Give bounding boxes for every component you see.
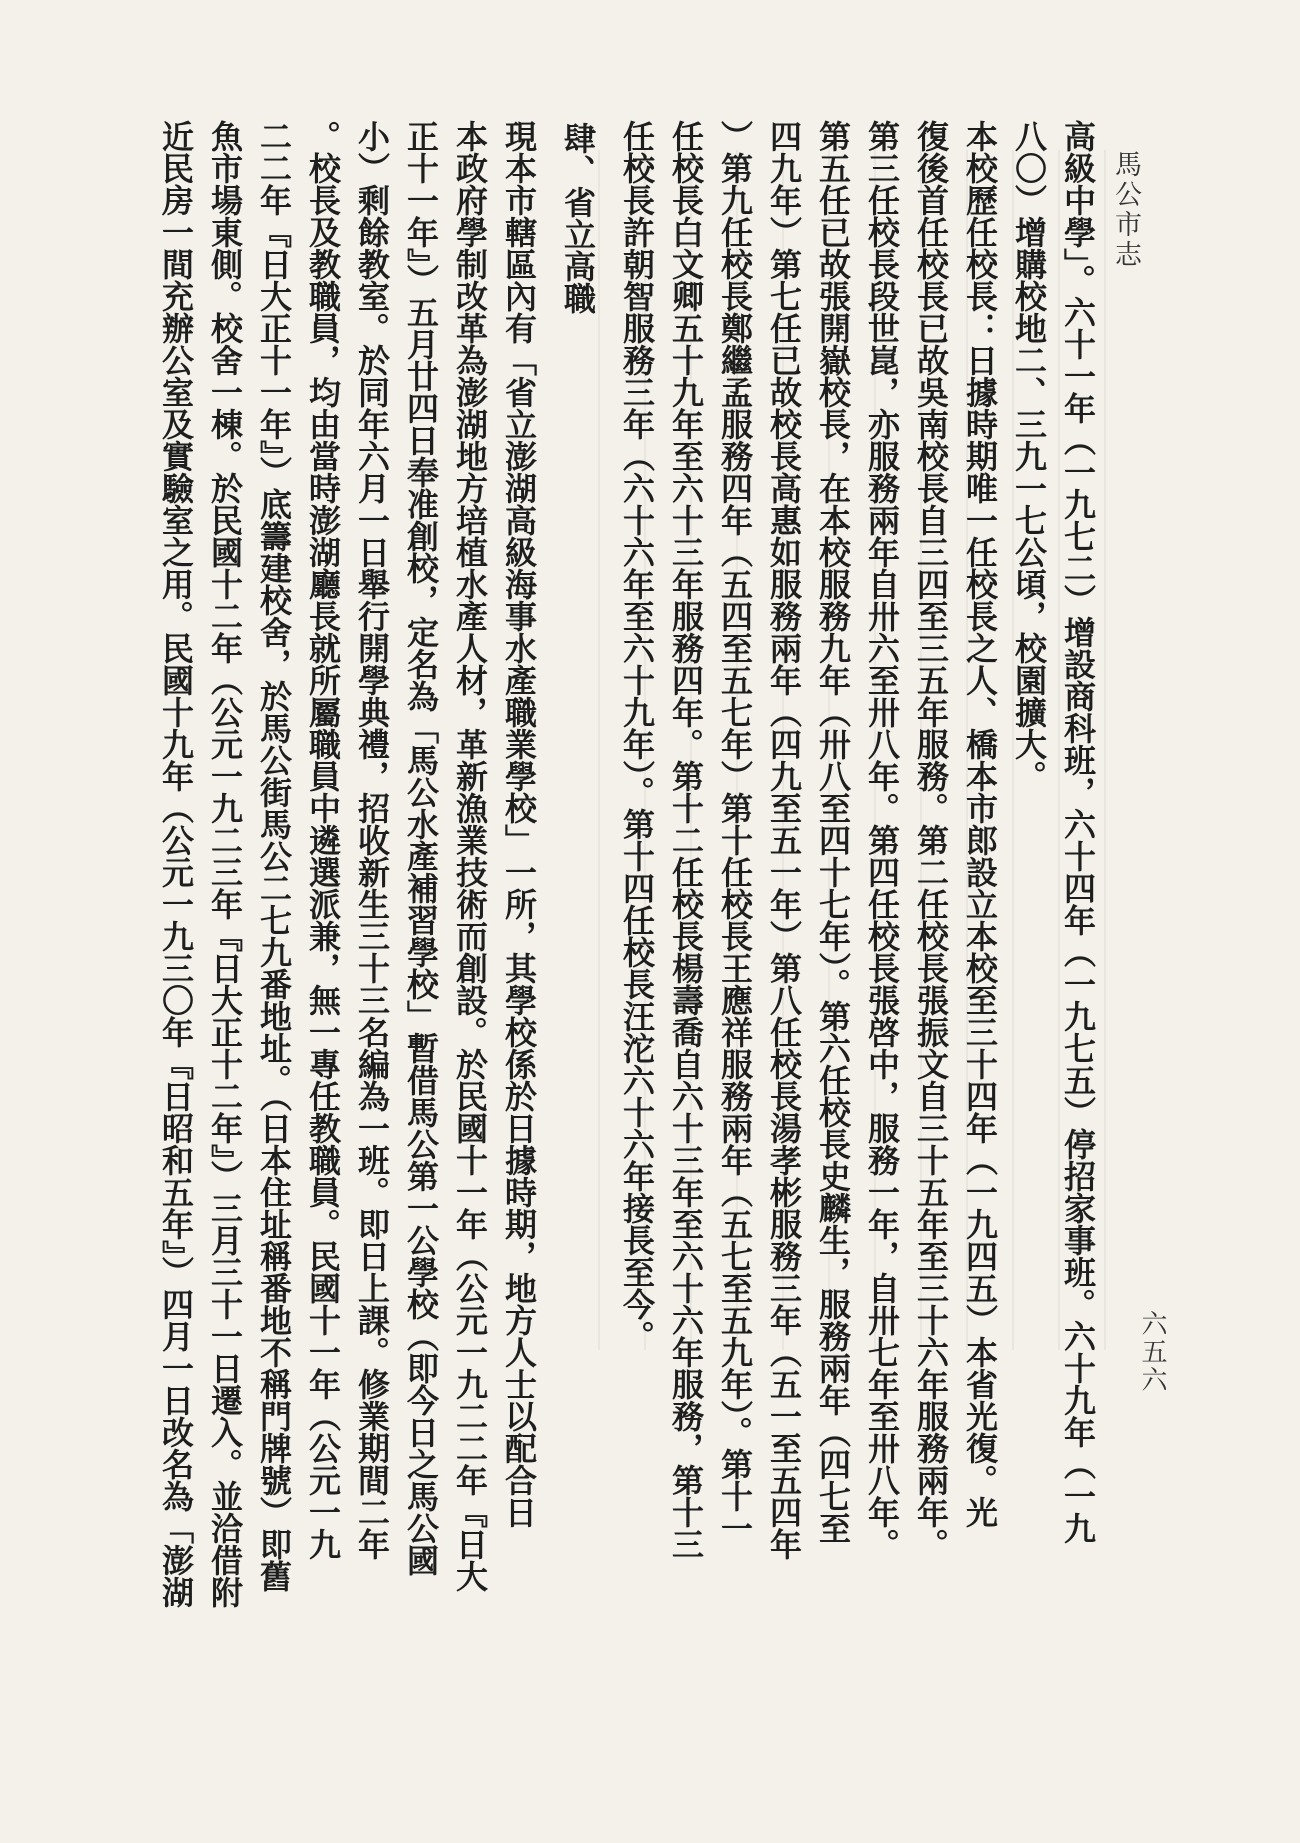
- text-column-6: 第五任已故張開嶽校長，在本校服務九年（卅八至四十七年）。第六任校長史麟生，服務兩年（四七至: [814, 120, 852, 1544]
- text-column-18: 魚市場東側。校舍一棟。於民國十二年（公元一九二三年『日大正十二年』）三月三十一日遷入。並洽借附: [206, 120, 244, 1608]
- section-heading: 肆、省立高職: [559, 122, 597, 314]
- text-column-14: 正十一年』）五月廿四日奉准創校，定名為「馬公水產補習學校」暫借馬公第一公學校（即今日之馬公國: [402, 120, 440, 1576]
- text-column-5: 第三任校長段世崑，亦服務兩年自卅六至卅八年。第四任校長張啓中，服務一年，自卅七年至卅八年。: [863, 120, 901, 1560]
- page-number: 六五六: [1137, 1310, 1167, 1394]
- text-column-8: ）第九任校長鄭繼孟服務四年（五四至五七年）第十任校長王應祥服務兩年（五七至五九年）。第十一: [716, 120, 754, 1544]
- text-column-10: 任校長許朝智服務三年（六十六年至六十九年）。第十四任校長汪沱六十六年接長至今。: [618, 120, 656, 1352]
- text-column-7: 四九年）第七任已故校長高惠如服務兩年（四九至五一年）第八任校長湯孝彬服務三年（五一至五四年: [765, 120, 803, 1560]
- text-column-4: 復後首任校長已故吳南校長自三四至三五年服務。第二任校長張振文自三十五年至三十六年服務兩年。: [912, 120, 950, 1560]
- text-column-12: 現本市轄區內有「省立澎湖高級海事水產職業學校」一所，其學校係於日據時期，地方人士以配合日: [500, 120, 538, 1528]
- text-column-17: 二二年『日大正十一年』）底籌建校舍，於馬公街馬公二七九番地址。（日本住址稱番地不稱門牌號）即舊: [255, 120, 293, 1592]
- text-column-15: 小）剩餘教室。於同年六月一日舉行開學典禮，招收新生三十三名編為一班。即日上課。修業期間二年: [353, 120, 391, 1560]
- page-header-title: 馬公市志: [1110, 150, 1141, 270]
- text-column-16: 。校長及教職員，均由當時澎湖廳長就所屬職員中遴選派兼，無一專任教職員。民國十一年（公元一九: [304, 120, 342, 1560]
- text-column-19: 近民房一間充辦公室及實驗室之用。民國十九年（公元一九三〇年『日昭和五年』）四月一日改名為「澎湖: [157, 120, 195, 1608]
- text-column-2: 八〇）增購校地二、三九一七公頃，校園擴大。: [1010, 120, 1048, 792]
- text-column-3: 本校歷任校長：日據時期唯一任校長之人、橋本市郎設立本校至三十四年（一九四五）本省光復。光: [961, 120, 999, 1528]
- text-column-1: 高級中學」。六十一年（一九七二）增設商科班，六十四年（一九七五）停招家事班。六十九年（一九: [1059, 120, 1097, 1544]
- text-column-13: 本政府學制改革為澎湖地方培植水產人材，革新漁業技術而創設。於民國十一年（公元一九二二年『日大: [451, 120, 489, 1592]
- text-column-9: 任校長白文卿五十九年至六十三年服務四年。第十二任校長楊壽喬自六十三年至六十六年服務，第十三: [667, 120, 705, 1560]
